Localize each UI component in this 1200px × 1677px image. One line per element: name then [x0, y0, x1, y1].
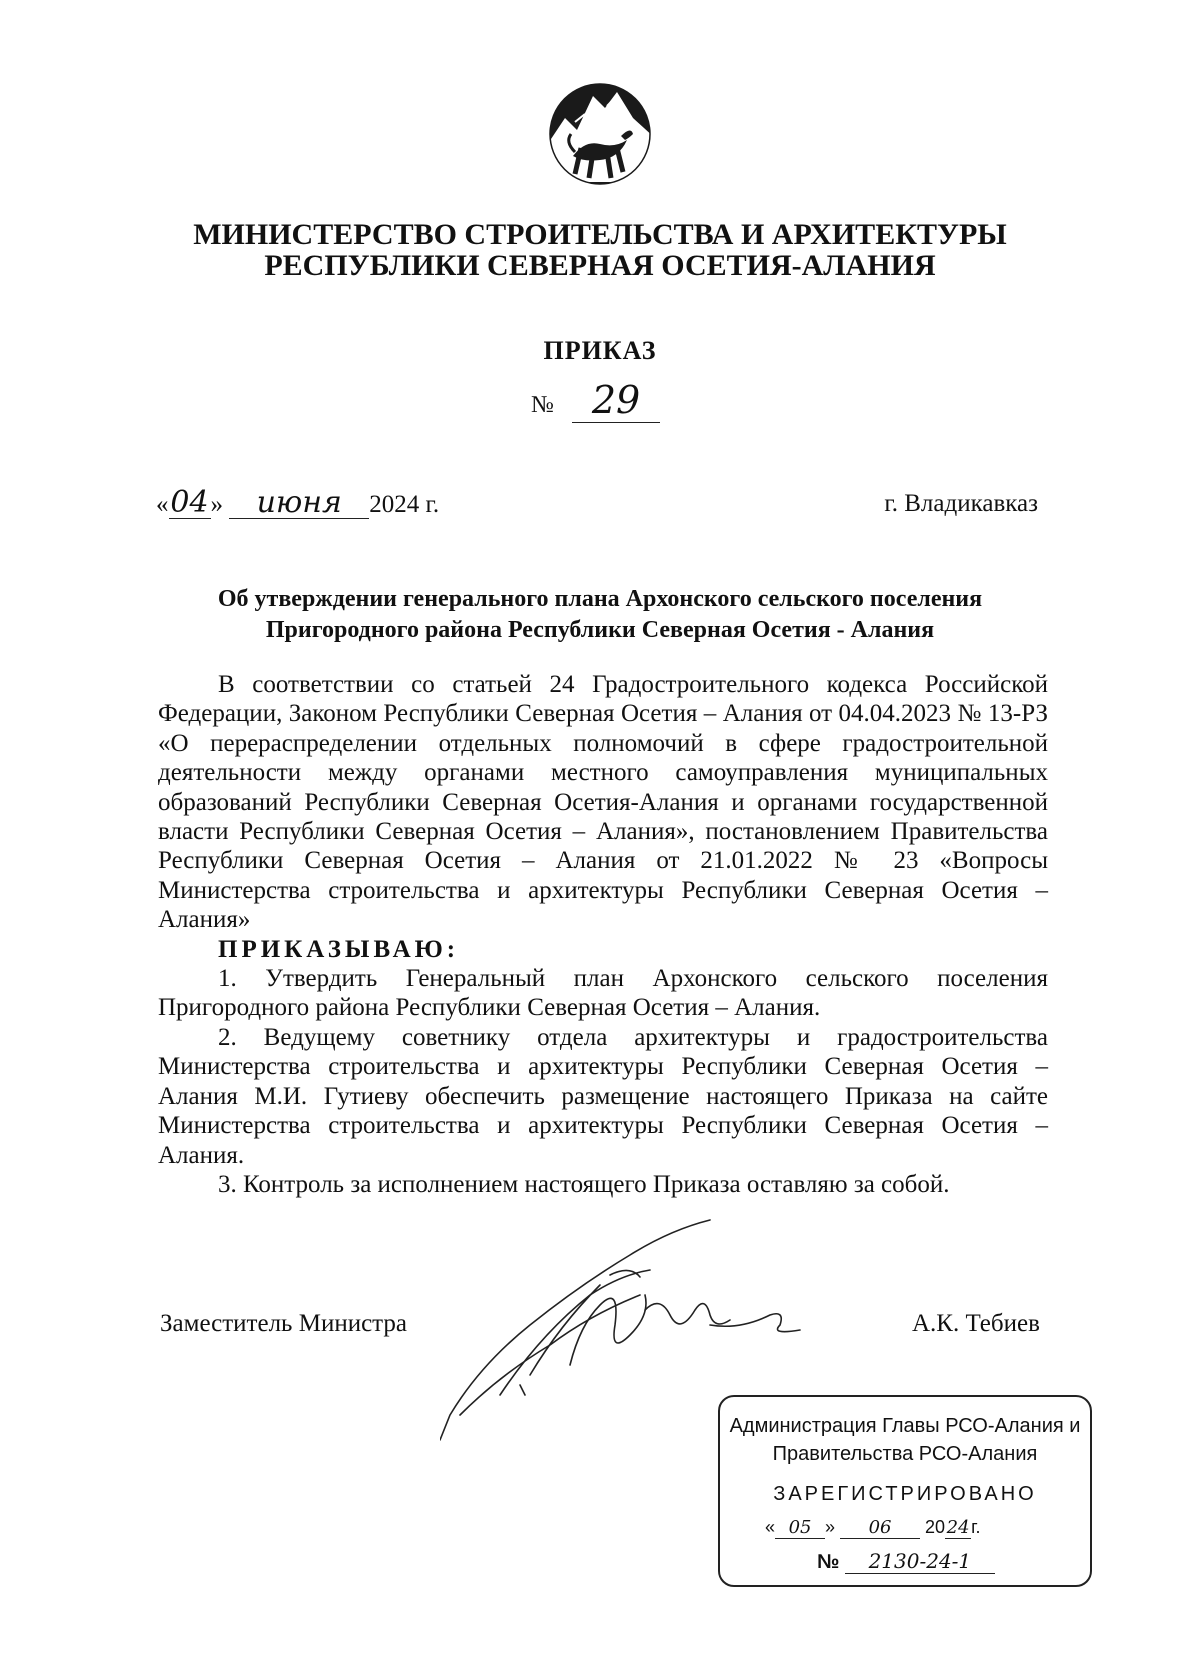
stamp-month: 06 — [840, 1517, 920, 1539]
date-year: 2024 г. — [369, 491, 440, 518]
order-body — [158, 670, 1048, 1199]
stamp-date: « 05 » 06 2024г. — [765, 1517, 981, 1538]
date-day: 04 — [170, 485, 209, 520]
order-item-2: 2. Ведущему советнику отдела архитектуры и градостроительства Министерства строительства и архитектуры Республики Северная Осетия – Алания М.И. Гутиеву обеспечить размещение настоящего Приказа на сайте Министерства строительства и архитектуры Республики Северная Осетия – Алания. — [158, 1023, 1048, 1169]
stamp-line2: Правительства РСО-Алания — [772, 1443, 1038, 1465]
date-month: июня — [229, 488, 369, 519]
order-title: ПРИКАЗ — [543, 336, 657, 365]
order-date — [156, 485, 440, 520]
stamp-status: ЗАРЕГИСТРИРОВАНО — [773, 1483, 1037, 1505]
ministry-name-line1: МИНИСТЕРСТВО СТРОИТЕЛЬСТВА И АРХИТЕКТУРЫ — [193, 218, 1007, 251]
stamp-number-value: 2130-24-1 — [845, 1549, 995, 1574]
stamp-number-label: № — [817, 1551, 840, 1573]
date-close-quote: » — [210, 491, 223, 518]
subject-line1: Об утверждении генерального плана Архонского сельского поселения — [217, 586, 983, 612]
order-subject — [150, 584, 1050, 646]
order-number-label: № — [531, 392, 554, 418]
registration-stamp — [718, 1395, 1092, 1587]
date-open-quote: « — [156, 491, 169, 518]
coat-of-arms-icon — [545, 78, 655, 190]
city: г. Владикавказ — [884, 490, 1038, 517]
stamp-year-suffix: 24 — [946, 1517, 970, 1538]
subject-line2: Пригородного района Республики Северная Осетия - Алания — [265, 617, 935, 643]
order-number: 29 — [572, 378, 660, 423]
signer-name: А.К. Тебиев — [912, 1310, 1040, 1337]
decree-heading: ПРИКАЗЫВАЮ: — [218, 935, 460, 963]
stamp-number — [817, 1549, 995, 1574]
stamp-year-unit: г. — [971, 1517, 981, 1537]
order-item-1: 1. Утвердить Генеральный план Архонского сельского поселения Пригородного района Республики Северная Осетия – Алания. — [158, 965, 1048, 1022]
stamp-day: 05 — [775, 1517, 825, 1539]
preamble: В соответствии со статьей 24 Градостроительного кодекса Российской Федерации, Законом Республики Северная Осетия – Алания от 04.04.2023 № 13-РЗ «О перераспределении отдельных полномочий в сфере градостроительной деятельности между органами местного самоуправления муниципальных образований Республики Северная Осетия-Алания и органами государственной власти Республики Северная Осетия – Алания», постановлением Правительства Республики Северная Осетия – Алания от 21.01.2022 № 23 «Вопросы Министерства строительства и архитектуры Республики Северная Осетия – Алания» — [158, 671, 1048, 934]
stamp-line1: Администрация Главы РСО-Алания и — [729, 1415, 1081, 1437]
ministry-name-line2: РЕСПУБЛИКИ СЕВЕРНАЯ ОСЕТИЯ-АЛАНИЯ — [264, 249, 936, 282]
order-item-3: 3. Контроль за исполнением настоящего Приказа оставляю за собой. — [218, 1170, 950, 1198]
stamp-year-prefix: 20 — [925, 1517, 946, 1537]
signer-position: Заместитель Министра — [160, 1310, 407, 1337]
